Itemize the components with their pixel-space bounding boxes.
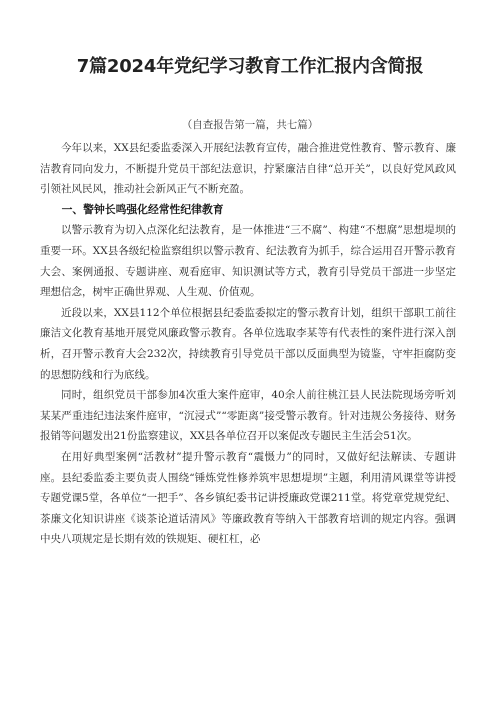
document-subtitle: （自查报告第一篇，共七篇） <box>181 119 319 131</box>
document-title: 7篇2024年党纪学习教育工作汇报内含简报 <box>76 56 424 77</box>
paragraph: 在用好典型案例“活教材”提升警示教育“震慑力”的同时，又做好纪法解读、专题讲座。县纪委监委主要负责人围绕“锤炼党性修养筑牢思想堤坝”主题，利用清风课堂等讲授专题党课5堂，各单位“一把手”、各乡镇纪委书记讲授廉政党课211堂。将党章党规党纪、茶廉文化知识讲座《谈茶论道话清风》等廉政教育等纳入干部教育培训的规定内容。强调中央八项规定是长期有效的铁规矩、硬杠杠，必 <box>40 450 456 546</box>
document-body <box>40 138 456 550</box>
section-heading: 一、警钟长鸣强化经常性纪律教育 <box>61 202 224 216</box>
paragraph-intro: 今年以来，XX县纪委监委深入开展纪法教育宣传，融合推进党性教育、警示教育、廉洁教育同向发力，不断提升党员干部纪法意识，拧紧廉洁自律“总开关”，以良好党风政风引领社风民风，推动社会新风正气不断充盈。 <box>40 142 456 196</box>
paragraph: 同时，组织党员干部参加4次重大案件庭审，40余人前往桃江县人民法院现场旁听刘某某严重违纪违法案件庭审，“沉浸式”“零距离”接受警示教育。针对违规公务接待、财务报销等问题发出21份监察建议，XX县各单位召开以案促改专题民主生活会51次。 <box>40 389 456 443</box>
paragraph: 以警示教育为切入点深化纪法教育，是一体推进“三不腐”、构建“不想腐”思想堤坝的重要一环。XX县各级纪检监察组织以警示教育、纪法教育为抓手，综合运用召开警示教育大会、案例通报、专题讲座、观看庭审、知识测试等方式，教育引导党员干部进一步坚定理想信念，树牢正确世界观、人生观、价值观。 <box>40 224 456 299</box>
paragraph: 近段以来，XX县112个单位根据县纪委监委拟定的警示教育计划，组织干部职工前往廉洁文化教育基地开展党风廉政警示教育。各单位选取李某等有代表性的案件进行深入剖析，召开警示教育大会232次，持续教育引导党员干部以反面典型为镜鉴，守牢拒腐防变的思想防线和行为底线。 <box>40 306 456 381</box>
